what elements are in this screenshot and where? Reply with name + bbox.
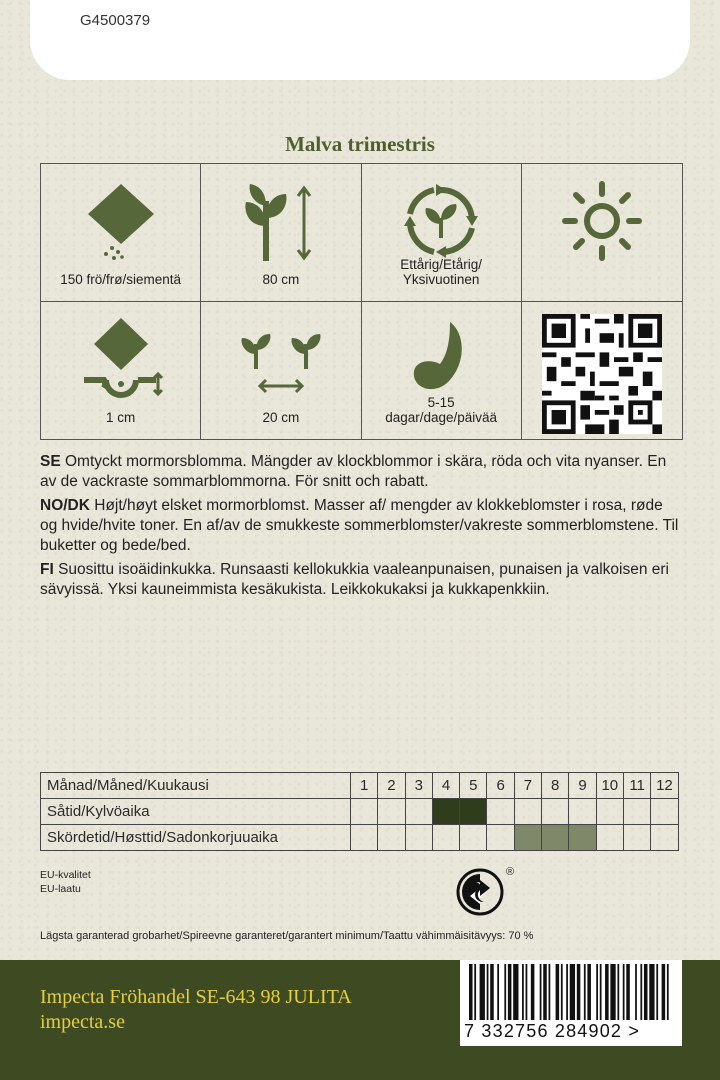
- month-cell: 3: [405, 773, 432, 799]
- barcode-bar: [644, 964, 648, 1020]
- barcode-bar: [596, 964, 598, 1020]
- harvest-month-active: [542, 825, 569, 851]
- month-empty: [378, 825, 405, 851]
- barcode-bar: [549, 964, 551, 1020]
- green-dot-recycling-icon: [456, 868, 504, 916]
- harvest-label: Skördetid/Høsttid/Sadonkorjuuaika: [41, 825, 351, 851]
- company-info: [40, 985, 352, 1035]
- sowing-row: [41, 799, 679, 825]
- plant-height-icon: [236, 176, 326, 266]
- barcode-bar: [497, 964, 499, 1020]
- sun-cell: [522, 164, 682, 302]
- company-website[interactable]: impecta.se: [40, 1011, 125, 1033]
- month-empty: [460, 825, 487, 851]
- germination-label: 5-15 dagar/dage/päivää: [385, 395, 498, 425]
- germination-cell: [362, 302, 522, 440]
- month-empty: [378, 799, 405, 825]
- registered-mark: ®: [506, 866, 515, 878]
- qr-cell: [522, 302, 682, 440]
- lifecycle-label: Ettårig/Etårig/ Yksivuotinen: [400, 256, 483, 287]
- month-cell: 5: [460, 773, 487, 799]
- barcode-bar: [570, 964, 575, 1020]
- month-cell: 11: [623, 773, 650, 799]
- month-empty: [405, 825, 432, 851]
- plant-spacing-label: 20 cm: [262, 410, 300, 425]
- desc-fi: FI Suosittu isoäidinkukka. Runsaasti kellokukkia vaaleanpunaisen, punaisen ja valkoisen eri sävyissä. Yksi kauneimmista kesäkukista. Leikkokukaksi ja kukkapenkkiin.: [40, 561, 669, 598]
- company-address: Impecta Fröhandel SE-643 98 JULITA: [40, 986, 352, 1008]
- sowing-depth-cell: [41, 302, 201, 440]
- harvest-month-active: [514, 825, 541, 851]
- desc-no-dk: NO/DK Højt/høyt elsket mormorblomst. Masser af/ mengder av klokkeblomster i rosa, røde og hvide/hvite toner. En af/av de smukkeste sommerblomster/vakreste sommerblomstene. Til buketter og bede/bed.: [40, 497, 679, 554]
- month-empty: [569, 799, 596, 825]
- month-cell: 6: [487, 773, 514, 799]
- month-empty: [651, 799, 678, 825]
- full-sun-icon: [557, 176, 647, 266]
- eu-quality: EU-kvalitet EU-laatu: [40, 869, 91, 895]
- harvest-row: [41, 825, 679, 851]
- month-cell: 12: [651, 773, 678, 799]
- barcode: [460, 960, 682, 1046]
- sku-code: G4500379: [80, 12, 151, 29]
- barcode-bar: [623, 964, 625, 1020]
- seed-count-cell: [41, 164, 201, 302]
- barcode-bar: [556, 964, 560, 1020]
- barcode-bar: [480, 964, 485, 1020]
- barcode-bar: [617, 964, 619, 1020]
- sowing-label: Såtid/Kylvöaika: [41, 799, 351, 825]
- sowing-depth-icon: [76, 314, 166, 404]
- barcode-bar: [490, 964, 494, 1020]
- annual-cycle-icon: [396, 176, 486, 266]
- month-cell: 4: [432, 773, 459, 799]
- qr-code-icon[interactable]: [542, 314, 662, 434]
- sowing-month-active: [432, 799, 459, 825]
- seed-count-label: 150 frö/frø/siementä: [60, 271, 182, 287]
- desc-se: SE Omtyckt mormorsblomma. Mängder av klockblommor i skära, röda och vita nyanser. En av de vackraste sommarblommorna. För snitt och rabatt.: [40, 453, 667, 490]
- seed-packet-icon: [76, 176, 166, 266]
- barcode-bar: [605, 964, 609, 1020]
- month-cell: 1: [351, 773, 378, 799]
- germination-guarantee: Lägsta garanterad grobarhet/Spireevne garanteret/garantert minimum/Taattu vähimmäisitävyys: 70 %: [40, 930, 534, 942]
- barcode-bar: [600, 964, 602, 1020]
- barcode-bar: [667, 964, 669, 1020]
- icon-grid: [40, 163, 683, 440]
- month-empty: [487, 825, 514, 851]
- barcode-bar: [540, 964, 542, 1020]
- barcode-bar: [469, 964, 473, 1020]
- month-empty: [623, 799, 650, 825]
- month-empty: [542, 799, 569, 825]
- description: [40, 452, 682, 604]
- month-cell: 7: [514, 773, 541, 799]
- barcode-bar: [610, 964, 615, 1020]
- month-empty: [432, 825, 459, 851]
- plant-spacing-icon: [236, 314, 326, 404]
- barcode-bar: [566, 964, 568, 1020]
- lifecycle-cell: [362, 164, 522, 302]
- month-empty: [351, 799, 378, 825]
- month-empty: [351, 825, 378, 851]
- barcode-bar: [513, 964, 518, 1020]
- month-empty: [623, 825, 650, 851]
- barcode-bar: [640, 964, 642, 1020]
- calendar-header-row: [41, 773, 679, 799]
- barcode-bar: [561, 964, 563, 1020]
- barcode-bar: [587, 964, 591, 1020]
- barcode-bar: [662, 964, 666, 1020]
- barcode-bar: [577, 964, 581, 1020]
- height-label: 80 cm: [262, 271, 300, 287]
- month-cell: 2: [378, 773, 405, 799]
- month-empty: [514, 799, 541, 825]
- barcode-digits: 7 332756 284902 >: [464, 1021, 641, 1041]
- month-empty: [651, 825, 678, 851]
- barcode-bars: [469, 964, 674, 1020]
- month-empty: [596, 825, 623, 851]
- month-cell: 8: [542, 773, 569, 799]
- sowing-depth-label: 1 cm: [105, 410, 136, 425]
- month-empty: [405, 799, 432, 825]
- species-name: Malva trimestris: [285, 132, 435, 156]
- month-empty: [487, 799, 514, 825]
- barcode-bar: [522, 964, 524, 1020]
- barcode-bar: [526, 964, 528, 1020]
- barcode-bar: [543, 964, 547, 1020]
- month-empty: [596, 799, 623, 825]
- barcode-bar: [584, 964, 586, 1020]
- month-label: Månad/Måned/Kuukausi: [41, 773, 351, 799]
- sprouting-seed-icon: [396, 314, 486, 404]
- height-cell: [201, 164, 361, 302]
- barcode-bar: [635, 964, 637, 1020]
- month-cell: 9: [569, 773, 596, 799]
- barcode-bar: [649, 964, 654, 1020]
- harvest-month-active: [569, 825, 596, 851]
- barcode-bar: [487, 964, 489, 1020]
- barcode-bar: [656, 964, 658, 1020]
- barcode-bar: [531, 964, 535, 1020]
- barcode-bar: [508, 964, 512, 1020]
- sowing-month-active: [460, 799, 487, 825]
- plant-spacing-cell: [201, 302, 361, 440]
- barcode-bar: [626, 964, 630, 1020]
- barcode-bar: [474, 964, 476, 1020]
- sowing-calendar: [40, 772, 679, 851]
- barcode-bar: [504, 964, 506, 1020]
- month-cell: 10: [596, 773, 623, 799]
